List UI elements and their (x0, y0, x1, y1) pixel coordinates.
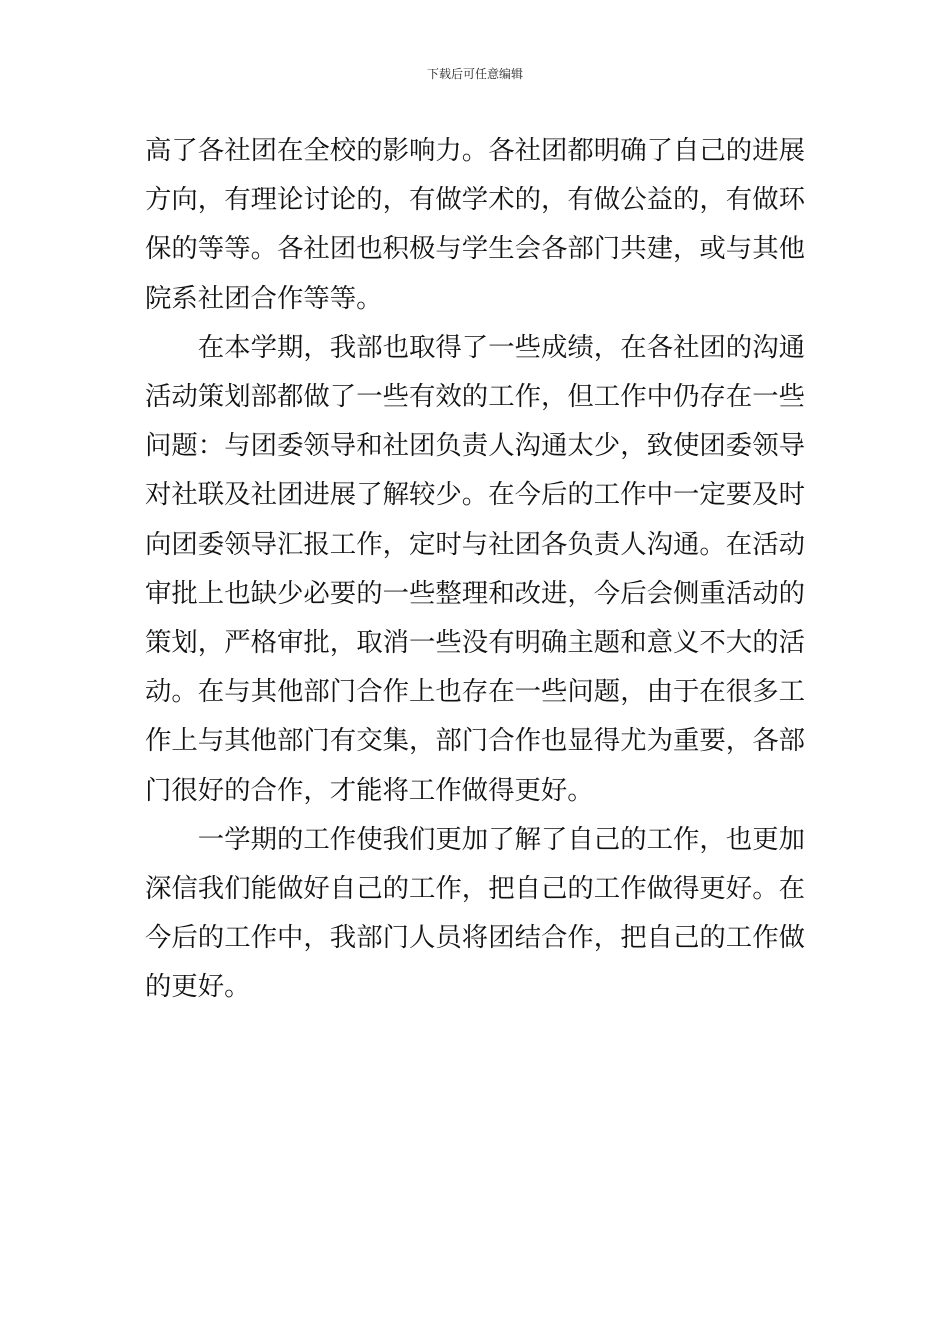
paragraph-1: 高了各社团在全校的影响力。各社团都明确了自己的进展方向，有理论讨论的，有做学术的，有做公益的，有做环保的等等。各社团也积极与学生会各部门共建，或与其他院系社团合作等等。 (145, 135, 805, 314)
body-text (145, 126, 805, 1012)
paragraph-2: 在本学期，我部也取得了一些成绩，在各社团的沟通活动策划部都做了一些有效的工作，但工作中仍存在一些问题：与团委领导和社团负责人沟通太少，致使团委领导对社联及社团进展了解较少。在今后的工作中一定要及时向团委领导汇报工作，定时与社团各负责人沟通。在活动审批上也缺少必要的一些整理和改进，今后会侧重活动的策划，严格审批，取消一些没有明确主题和意义不大的活动。在与其他部门合作上也存在一些问题，由于在很多工作上与其他部门有交集，部门合作也显得尤为重要，各部门很好的合作，才能将工作做得更好。 (145, 331, 805, 806)
page-header: 下载后可任意编辑 (426, 67, 523, 81)
paragraph-3: 一学期的工作使我们更加了解了自己的工作，也更加深信我们能做好自己的工作，把自己的工作做得更好。在今后的工作中，我部门人员将团结合作，把自己的工作做的更好。 (145, 823, 805, 1003)
